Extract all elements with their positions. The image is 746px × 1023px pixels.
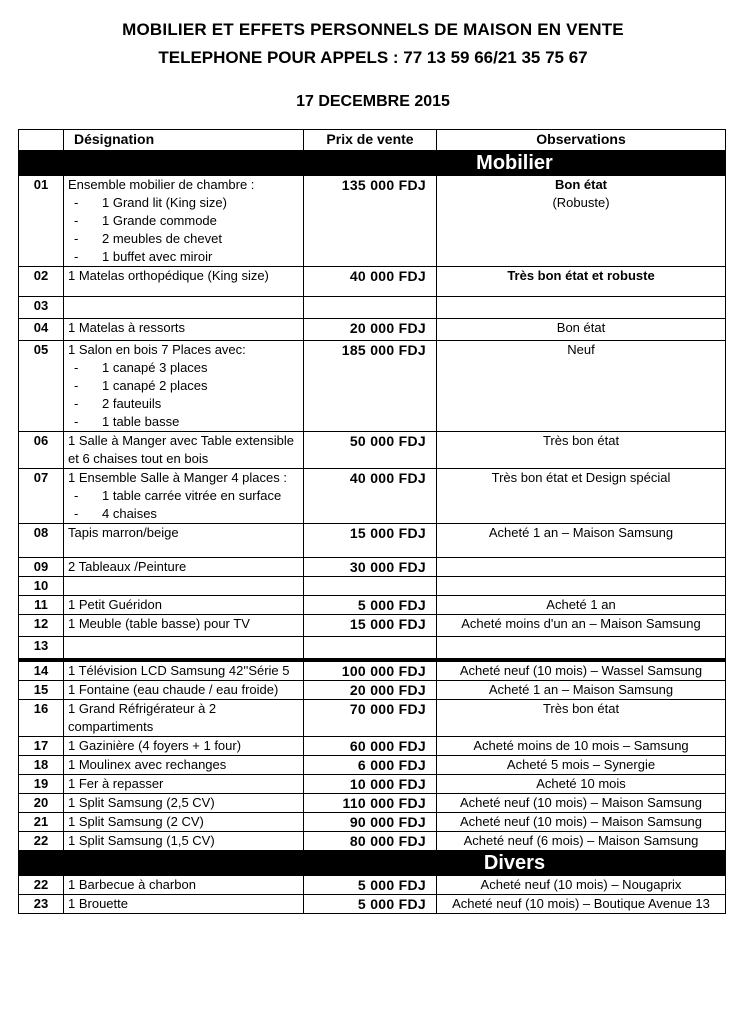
table-row — [19, 615, 726, 637]
table-row — [19, 341, 726, 432]
price-cell: 15 000 FDJ — [304, 524, 437, 558]
list-item: - 1 Grand lit (King size) — [68, 194, 299, 212]
row-number: 08 — [19, 524, 64, 558]
section-title-divers: Divers — [304, 851, 726, 876]
item-list — [68, 359, 299, 431]
designation-cell — [64, 297, 304, 319]
price-cell: 5 000 FDJ — [304, 895, 437, 914]
table-row — [19, 895, 726, 914]
row-number: 16 — [19, 700, 64, 737]
row-number: 11 — [19, 596, 64, 615]
observations-header: Observations — [437, 130, 726, 151]
price-cell: 80 000 FDJ — [304, 832, 437, 851]
row-number: 23 — [19, 895, 64, 914]
row-number: 03 — [19, 297, 64, 319]
designation-cell — [64, 524, 304, 558]
table-row — [19, 469, 726, 524]
row-number: 07 — [19, 469, 64, 524]
observation-text: Bon état — [555, 177, 607, 192]
observation-text: Acheté neuf (6 mois) – Maison Samsung — [463, 833, 699, 848]
designation-text: 1 Fontaine (eau chaude / eau froide) — [68, 682, 279, 697]
row-number: 12 — [19, 615, 64, 637]
designation-text: 1 Matelas à ressorts — [68, 320, 186, 335]
row-number: 20 — [19, 794, 64, 813]
designation-text: 1 Split Samsung (2,5 CV) — [68, 795, 215, 810]
num-header — [19, 130, 64, 151]
designation-text: 1 Split Samsung (2 CV) — [68, 814, 204, 829]
designation-cell — [64, 637, 304, 659]
table-row — [19, 662, 726, 681]
item-list — [68, 487, 299, 523]
observation-text: Très bon état et robuste — [507, 268, 655, 283]
table-row — [19, 876, 726, 895]
designation-cell — [64, 596, 304, 615]
designation-cell — [64, 341, 304, 432]
row-number: 22 — [19, 876, 64, 895]
list-item: - 1 canapé 2 places — [68, 377, 299, 395]
observations-cell — [437, 832, 726, 851]
observation-text: Acheté 5 mois – Synergie — [506, 757, 656, 772]
observation-text: Acheté neuf (10 mois) – Maison Samsung — [459, 795, 703, 810]
price-cell: 5 000 FDJ — [304, 596, 437, 615]
observations-cell — [437, 895, 726, 914]
designation-text: 1 Grand Réfrigérateur à 2 compartiments — [68, 701, 217, 734]
table-row — [19, 577, 726, 596]
observations-cell — [437, 637, 726, 659]
observations-cell — [437, 876, 726, 895]
table-row — [19, 596, 726, 615]
observations-cell — [437, 662, 726, 681]
designation-cell — [64, 756, 304, 775]
document-date: 17 DECEMBRE 2015 — [296, 93, 450, 110]
row-number: 17 — [19, 737, 64, 756]
row-number: 19 — [19, 775, 64, 794]
observation-text: Acheté 1 an — [546, 597, 616, 612]
observation-text: Bon état — [556, 320, 606, 335]
designation-text: 1 Ensemble Salle à Manger 4 places : — [68, 470, 287, 485]
designation-text: 1 Fer à repasser — [68, 776, 164, 791]
designation-cell — [64, 895, 304, 914]
price-cell: 40 000 FDJ — [304, 469, 437, 524]
observations-cell — [437, 681, 726, 700]
section-blank-cell — [64, 851, 304, 876]
price-cell: 6 000 FDJ — [304, 756, 437, 775]
designation-cell — [64, 319, 304, 341]
observation-text: Neuf — [567, 342, 595, 357]
price-cell: 50 000 FDJ — [304, 432, 437, 469]
row-number: 21 — [19, 813, 64, 832]
observations-cell — [437, 813, 726, 832]
section-num-cell — [19, 151, 64, 176]
row-number: 05 — [19, 341, 64, 432]
list-item: - 1 table basse — [68, 413, 299, 431]
designation-text: 1 Salle à Manger avec Table extensible et 6 chaises tout en bois — [68, 433, 294, 466]
designation-cell — [64, 794, 304, 813]
observation-text: Acheté moins de 10 mois – Samsung — [473, 738, 689, 753]
price-cell: 100 000 FDJ — [304, 662, 437, 681]
observation-text: Acheté neuf (10 mois) – Nougaprix — [480, 877, 682, 892]
designation-cell — [64, 176, 304, 267]
observation-note: (Robuste) — [552, 195, 610, 210]
designation-text: Tapis marron/beige — [68, 525, 179, 540]
designation-cell — [64, 558, 304, 577]
observations-cell — [437, 341, 726, 432]
table-row — [19, 267, 726, 297]
observations-cell — [437, 794, 726, 813]
designation-text: 1 Meuble (table basse) pour TV — [68, 616, 250, 631]
phone-line: TELEPHONE POUR APPELS : 77 13 59 66/21 35 75 67 — [158, 48, 588, 67]
designation-text: 1 Télévision LCD Samsung 42''Série 5 — [68, 663, 290, 678]
designation-cell — [64, 432, 304, 469]
designation-cell — [64, 876, 304, 895]
table-row — [19, 319, 726, 341]
price-cell: 5 000 FDJ — [304, 876, 437, 895]
list-item: - 1 canapé 3 places — [68, 359, 299, 377]
designation-cell — [64, 662, 304, 681]
list-item: - 1 Grande commode — [68, 212, 299, 230]
designation-text: 1 Brouette — [68, 896, 128, 911]
designation-text: 2 Tableaux /Peinture — [68, 559, 187, 574]
table-row — [19, 832, 726, 851]
list-item: - 4 chaises — [68, 505, 299, 523]
price-cell: 90 000 FDJ — [304, 813, 437, 832]
row-number: 04 — [19, 319, 64, 341]
item-list — [68, 194, 299, 266]
price-cell: 185 000 FDJ — [304, 341, 437, 432]
observation-text: Acheté neuf (10 mois) – Wassel Samsung — [459, 663, 703, 678]
designation-cell — [64, 267, 304, 297]
observation-text: Très bon état et Design spécial — [491, 470, 671, 485]
table-row — [19, 775, 726, 794]
designation-cell — [64, 737, 304, 756]
row-number: 10 — [19, 577, 64, 596]
section-title-mobilier: Mobilier — [304, 151, 726, 176]
designation-text: 1 Petit Guéridon — [68, 597, 162, 612]
designation-cell — [64, 615, 304, 637]
observations-cell — [437, 319, 726, 341]
observation-text: Acheté neuf (10 mois) – Maison Samsung — [459, 814, 703, 829]
designation-cell — [64, 681, 304, 700]
row-number: 15 — [19, 681, 64, 700]
row-number: 14 — [19, 662, 64, 681]
row-number: 22 — [19, 832, 64, 851]
observations-cell — [437, 176, 726, 267]
designation-text: 1 Barbecue à charbon — [68, 877, 196, 892]
table-header-row — [19, 130, 726, 151]
table-row — [19, 794, 726, 813]
table-row — [19, 756, 726, 775]
table-row — [19, 737, 726, 756]
price-cell — [304, 297, 437, 319]
list-item: - 1 buffet avec miroir — [68, 248, 299, 266]
price-cell: 15 000 FDJ — [304, 615, 437, 637]
row-number: 09 — [19, 558, 64, 577]
table-row — [19, 176, 726, 267]
observations-cell — [437, 297, 726, 319]
observations-cell — [437, 432, 726, 469]
list-item: - 2 meubles de chevet — [68, 230, 299, 248]
observations-cell — [437, 558, 726, 577]
observations-cell — [437, 267, 726, 297]
table-row — [19, 432, 726, 469]
row-number: 02 — [19, 267, 64, 297]
designation-text: 1 Gazinière (4 foyers + 1 four) — [68, 738, 242, 753]
observations-cell — [437, 524, 726, 558]
section-row-divers — [19, 851, 726, 876]
price-cell: 20 000 FDJ — [304, 681, 437, 700]
observations-cell — [437, 469, 726, 524]
observations-cell — [437, 756, 726, 775]
price-cell: 70 000 FDJ — [304, 700, 437, 737]
price-cell: 20 000 FDJ — [304, 319, 437, 341]
price-cell: 110 000 FDJ — [304, 794, 437, 813]
observation-text: Acheté 10 mois — [536, 776, 626, 791]
section-blank-cell — [64, 151, 304, 176]
observation-text: Acheté 1 an – Maison Samsung — [488, 525, 674, 540]
designation-cell — [64, 469, 304, 524]
observations-cell — [437, 615, 726, 637]
document-title: MOBILIER ET EFFETS PERSONNELS DE MAISON EN VENTE — [122, 20, 624, 39]
observations-cell — [437, 577, 726, 596]
designation-cell — [64, 775, 304, 794]
designation-cell — [64, 813, 304, 832]
observations-cell — [437, 596, 726, 615]
table-row — [19, 681, 726, 700]
designation-cell — [64, 832, 304, 851]
table-row — [19, 813, 726, 832]
designation-cell — [64, 700, 304, 737]
row-number: 18 — [19, 756, 64, 775]
observation-text: Très bon état — [542, 433, 620, 448]
designation-text: 1 Matelas orthopédique (King size) — [68, 268, 269, 283]
section-num-cell — [19, 851, 64, 876]
table-row — [19, 700, 726, 737]
row-number: 01 — [19, 176, 64, 267]
observations-cell — [437, 775, 726, 794]
list-item: - 1 table carrée vitrée en surface — [68, 487, 299, 505]
price-header: Prix de vente — [304, 130, 437, 151]
price-cell: 10 000 FDJ — [304, 775, 437, 794]
row-number: 13 — [19, 637, 64, 659]
designation-text: 1 Moulinex avec rechanges — [68, 757, 227, 772]
sale-table — [18, 129, 726, 914]
observation-text: Très bon état — [542, 701, 620, 716]
row-number: 06 — [19, 432, 64, 469]
price-cell: 60 000 FDJ — [304, 737, 437, 756]
table-row — [19, 524, 726, 558]
designation-text: 1 Salon en bois 7 Places avec: — [68, 342, 246, 357]
observations-cell — [437, 737, 726, 756]
observation-text: Acheté 1 an – Maison Samsung — [488, 682, 674, 697]
observations-cell — [437, 700, 726, 737]
table-row — [19, 297, 726, 319]
designation-header: Désignation — [64, 130, 304, 151]
designation-text: 1 Split Samsung (1,5 CV) — [68, 833, 215, 848]
price-cell — [304, 637, 437, 659]
designation-cell — [64, 577, 304, 596]
price-cell — [304, 577, 437, 596]
table-row — [19, 637, 726, 659]
observation-text: Acheté moins d'un an – Maison Samsung — [461, 616, 701, 631]
price-cell: 30 000 FDJ — [304, 558, 437, 577]
designation-text: Ensemble mobilier de chambre : — [68, 177, 255, 192]
list-item: - 2 fauteuils — [68, 395, 299, 413]
section-row-mobilier — [19, 151, 726, 176]
price-cell: 40 000 FDJ — [304, 267, 437, 297]
price-cell: 135 000 FDJ — [304, 176, 437, 267]
observation-text: Acheté neuf (10 mois) – Boutique Avenue 13 — [452, 896, 710, 911]
table-row — [19, 558, 726, 577]
